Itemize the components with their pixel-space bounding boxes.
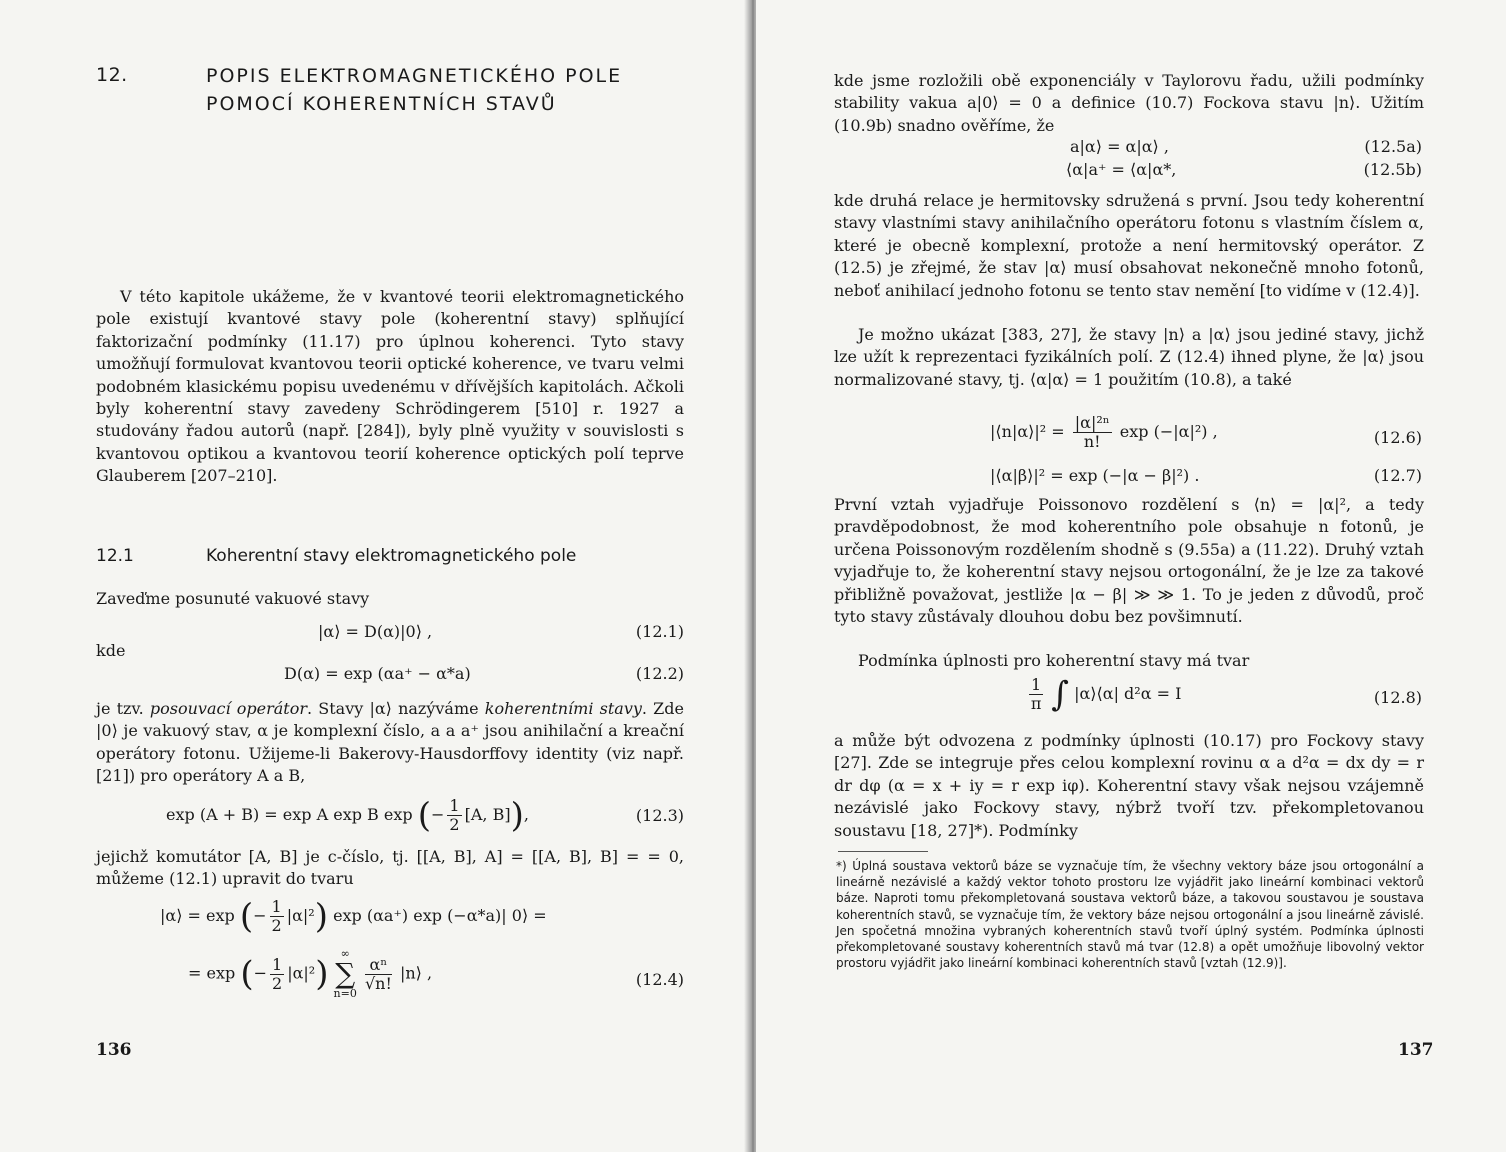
fraction-denominator: 2 — [449, 815, 460, 834]
paragraph-text: . Zde |0⟩ je vakuový stav, α je komplexní číslo, a a a⁺ jsou anihilační a kreační operátory fotonu. Užijeme-li Bakerovy-Hausdorffovy identity (viz např. [21]) pro operátory A a B, — [96, 699, 685, 786]
fraction — [1073, 414, 1112, 451]
equation-12-1: |α⟩ = D(α)|0⟩ , — [318, 622, 433, 641]
page-number-left: 136 — [96, 1040, 132, 1060]
equation-number-12-2: (12.2) — [635, 664, 684, 683]
equation-12-5b: ⟨α|a⁺ = ⟨α|α*, — [1066, 160, 1177, 179]
close-paren: ) — [510, 795, 524, 836]
fraction — [1029, 676, 1043, 713]
fraction-denominator: n! — [1083, 432, 1101, 451]
equation-part: = exp — [188, 963, 236, 983]
equation-number-12-5b: (12.5b) — [1363, 160, 1422, 179]
equation-number-12-7: (12.7) — [1373, 466, 1422, 485]
footnote-rule — [838, 851, 928, 852]
equation-12-2: D(α) = exp (αa⁺ − α*a) — [284, 664, 471, 683]
paragraph-text: je tzv. — [96, 699, 150, 718]
equation-12-4b: = exp (− $\frac{1}{2}$ |α|²) ∞ ∑ n=0 $\frac{\text{αⁿ}}{√n!}$ |n⟩ , — [188, 947, 433, 1000]
chapter-title — [206, 62, 622, 118]
chapter-number: 12. — [96, 64, 128, 86]
equation-part: [A, B] — [464, 805, 511, 824]
fraction-numerator: 1 — [449, 796, 460, 815]
equation-number-12-4: (12.4) — [635, 970, 684, 989]
equation-part: |α|² — [286, 906, 315, 925]
fraction — [447, 797, 461, 834]
section-number: 12.1 — [96, 546, 134, 566]
paragraph-overcomplete: a může být odvozena z podmínky úplnosti (10.17) pro Fockovy stavy [27]. Zde se integruje přes celou komplexní rovinu α a d²α = dx dy = r dr dφ (α = x + iy = r exp iφ). Koherentní stavy však nejsou vzájemně nezávislé jako Fockovy stavy, nýbrž tvoří tzv. překompletovanou soustavu [18, 27]*). Podmínky — [834, 731, 1424, 840]
equation-12-6 — [990, 414, 1218, 451]
chapter-title-line-1: POPIS ELEKTROMAGNETICKÉHO POLE — [206, 65, 623, 87]
fraction-numerator: αⁿ — [365, 956, 392, 975]
open-paren: ( — [239, 896, 254, 937]
equation-part: |⟨n|α⟩|² = — [990, 422, 1065, 441]
close-paren: ) — [314, 896, 328, 937]
paragraph-eigenstates: kde druhá relace je hermitovsky sdružená s první. Jsou tedy koherentní stavy vlastními stavy anihilačního operátoru fotonu s vlastním číslem α, které je obecně komplexní, protože a není hermitovský operátor. Z (12.5) je zřejmé, že stav |α⟩ musí obsahovat nekonečně mnoho fotonů, neboť anihilací jednoho fotonu se tento stav nemění [to vidíme v (12.4)]. — [834, 191, 1424, 300]
fraction — [270, 898, 284, 935]
equation-number-12-6: (12.6) — [1373, 428, 1422, 447]
equation-number-12-1: (12.1) — [635, 622, 684, 641]
paragraph-commutator: jejichž komutátor [A, B] je c-číslo, tj. [[A, B], A] = [[A, B], B] = = 0, můžeme (12.1) upravit do tvaru — [96, 847, 684, 889]
sum-lower-limit: n=0 — [333, 987, 357, 1000]
fraction-denominator: 2 — [272, 973, 283, 993]
equation-12-7: |⟨α|β⟩|² = exp (−|α − β|²) . — [990, 466, 1200, 485]
fraction-denominator: √n! — [364, 973, 392, 993]
equation-number-12-3: (12.3) — [635, 806, 684, 825]
intro-paragraph: V této kapitole ukážeme, že v kvantové teorii elektromagnetického pole existují kvantové stavy pole (koherentní stavy) splňující faktorizační podmínky (11.17) pro úplnou koherenci. Tyto stavy umožňují formulovat kvantovou teorii optické koherence, ve tvaru velmi podobném klasickému popisu uvedenému v dřívějších kapitolách. Ačkoli byly koherentní stavy zavedeny Schrödingerem [510] r. 1927 a studovány řadou autorů (např. [284]), byly plně využity v souvislosti s kvantovou optikou a kvantovou teorií koherence optických polí teprve Glauberem [207–210]. — [96, 287, 684, 486]
sum-upper-limit: ∞ — [340, 947, 350, 960]
section-title: Koherentní stavy elektromagnetického pole — [206, 546, 577, 566]
term-displacement-operator: posouvací operátor — [149, 699, 307, 718]
equation-12-8 — [1026, 676, 1181, 713]
fraction — [365, 956, 392, 993]
term-coherent-states: koherentními stavy — [484, 699, 642, 718]
paragraph-poisson: První vztah vyjadřuje Poissonovo rozdělení s ⟨n⟩ = |α|², a tedy pravděpodobnost, že mod koherentního pole obsahuje n fotonů, je určena Poissonovým rozdělením shodně s (9.55a) a (11.22). Druhý vztah vyjadřuje to, že koherentní stavy nejsou ortogonální, že je lze za takové přibližně považovat, jestliže |α − β| ≫ ≫ 1. To je jeden z důvodů, proč tyto stavy zůstávaly dlouhou dobu bez povšimnutí. — [834, 495, 1424, 627]
integral-symbol: ∫ — [1051, 674, 1069, 715]
equation-12-3: exp (A + B) = exp A exp B exp (− $\frac{1}{2}$ [A, B]), — [166, 795, 529, 836]
equation-part: exp (A + B) = exp A exp B exp — [166, 805, 413, 824]
open-paren: ( — [417, 795, 431, 836]
equation-number-12-5a: (12.5a) — [1364, 137, 1422, 156]
open-paren: ( — [240, 954, 254, 994]
equation-part: |α⟩ = exp — [160, 906, 235, 925]
equation-part: |n⟩ , — [399, 963, 433, 983]
equation-part: exp (−|α|²) , — [1119, 422, 1218, 441]
paragraph-normalization: Je možno ukázat [383, 27], že stavy |n⟩ a |α⟩ jsou jediné stavy, jichž lze užít k reprezentaci fyzikálních polí. Z (12.4) ihned plyne, že |α⟩ jsou normalizované stavy, tj. ⟨α|α⟩ = 1 použitím (10.8), a také — [834, 325, 1424, 389]
fraction-numerator: 1 — [272, 954, 283, 974]
paragraph-text: . Stavy |α⟩ nazýváme — [307, 699, 485, 718]
page-number-right: 137 — [1398, 1040, 1434, 1060]
footnote: *) Úplná soustava vektorů báze se vyznačuje tím, že všechny vektory báze jsou ortogonální a lineárně nezávislé a každý vektor tohoto prostoru lze vyjádřit jako lineární kombinaci vektorů báze. Naproti tomu překompletovaná soustava vektorů báze, a takovou soustavou je soustava koherentních stavů, se vyznačuje tím, že vektory báze nejsou ortogonální a jsou lineárně závislé. Jen spočetná množina vybraných koherentních stavů tvoří úplný systém. Podmínka úplnosti překompletované soustavy koherentních stavů má tvar (12.8) a opět umožňuje libovolný vektor prostoru vyjádřit jako lineární kombinaci koherentních stavů [vztah (12.9)]. — [836, 859, 1424, 971]
paragraph-taylor: kde jsme rozložili obě exponenciály v Taylorovu řadu, užili podmínky stability vakua a|0⟩ = 0 a definice (10.7) Fockova stavu |n⟩. Užitím (10.9b) snadno ověříme, že — [834, 71, 1424, 135]
fraction — [270, 956, 284, 993]
paragraph-displacement — [96, 698, 684, 788]
fraction-denominator: π — [1030, 694, 1042, 713]
equation-number-12-8: (12.8) — [1373, 688, 1422, 707]
fraction-numerator: 1 — [1031, 675, 1042, 694]
fraction-denominator: 2 — [271, 916, 282, 935]
equation-12-4a: |α⟩ = exp (− $\frac{1}{2}$ |α|²) exp (αa⁺) exp (−α*a)| 0⟩ = — [160, 896, 547, 937]
equation-12-5a: a|α⟩ = α|α⟩ , — [1070, 137, 1169, 156]
chapter-title-line-2: POMOCÍ KOHERENTNÍCH STAVŮ — [206, 93, 557, 115]
close-paren: ) — [315, 954, 329, 994]
fraction-numerator: 1 — [271, 897, 282, 916]
fraction-numerator: |α|²ⁿ — [1074, 413, 1110, 432]
word-kde: kde — [96, 641, 126, 660]
equation-part: exp (αa⁺) exp (−α*a)| 0⟩ = — [333, 906, 547, 925]
sum-symbol: ∞ ∑ n=0 — [333, 947, 357, 1000]
equation-part: |α⟩⟨α| d²α = I — [1074, 684, 1182, 703]
paragraph-completeness-intro: Podmínka úplnosti pro koherentní stavy má tvar — [858, 651, 1250, 670]
paragraph-define: Zaveďme posunuté vakuové stavy — [96, 589, 370, 608]
